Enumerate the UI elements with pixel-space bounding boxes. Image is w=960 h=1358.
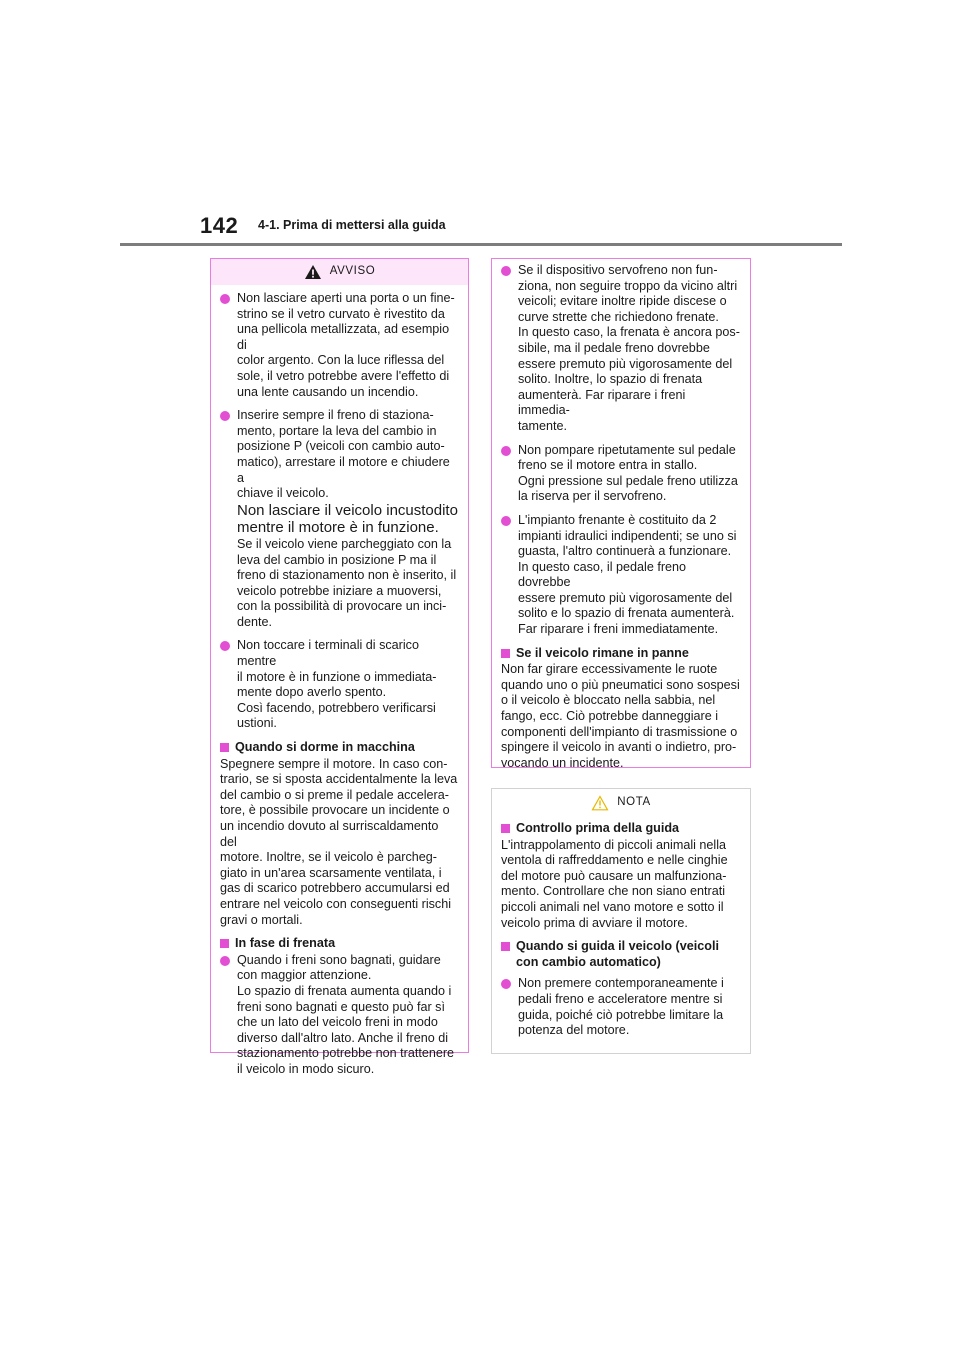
subheading-automatic (501, 939, 740, 970)
list-item-text: Non pompare ripetutamente sul pedale freno se il motore entra in stallo. Ogni pressione sul pedale freno utilizza la riserva per il servofreno. (518, 442, 738, 504)
paragraph-stuck: Non far girare eccessivamente le ruote quando uno o più pneumatici sono sospesi o il veicolo è bloccato nella sabbia, nel fango, ecc. Ciò potrebbe danneggiare i componenti dell'impianto di trasmissione o spingere il veicolo in avanti o indietro, pro- vocando un incidente. (501, 662, 740, 770)
list-item-text-before: Inserire sempre il freno di staziona- mento, portare la leva del cambio in posizione P (veicoli con cambio auto- matico), arrestare il motore e chiudere a chiave il veicolo. (237, 408, 450, 501)
bullet-icon (220, 411, 230, 421)
subheading-text: Quando si dorme in macchina (235, 740, 415, 755)
subheading-text: Controllo prima della guida (516, 821, 680, 835)
list-item (501, 443, 740, 505)
list-item-text (237, 408, 458, 630)
list-item (501, 976, 740, 1038)
caution-icon (591, 795, 609, 811)
subheading-check (501, 821, 740, 837)
bullet-icon (501, 266, 511, 276)
square-bullet-icon (220, 743, 229, 752)
subheading-text: Quando si guida il veicolo (veicoli con cambio automatico) (516, 939, 719, 969)
list-item (501, 263, 740, 435)
square-bullet-icon (220, 939, 229, 948)
list-item (220, 291, 458, 400)
list-item-text: Non lasciare aperti una porta o un fine- strino se il vetro curvato è rivestito da una pellicola metallizzata, ad esempio di color argento. Con la luce riflessa del sole, il vetro potrebbe avere l'effetto di una lente causando un incendio. (237, 291, 455, 399)
list-item-text-after: Se il veicolo viene parcheggiato con la leva del cambio in posizione P ma il freno di stazionamento non è inserito, il veicolo potrebbe iniziare a muoversi, con la possibilità di provocare un inci- dente. (237, 536, 457, 629)
square-bullet-icon (501, 649, 510, 658)
emphasis-text: Non lasciare il veicolo incustodito mentre il motore è in funzione. (237, 501, 458, 537)
list-item (220, 953, 458, 1078)
nota-body (492, 817, 750, 1055)
bullet-icon (501, 516, 511, 526)
header-rule (120, 243, 842, 246)
subheading-braking (220, 936, 458, 952)
bullet-icon (501, 979, 511, 989)
section-title: 4-1. Prima di mettersi alla guida (258, 218, 446, 232)
list-item (501, 513, 740, 638)
list-item-text: Se il dispositivo servofreno non fun- ziona, non seguire troppo da vicino altri veicoli; evitare inoltre ripide discese o curve strette che richiedono frenate. In questo caso, la frenata è ancora pos- sibile, ma il pedale freno dovrebbe essere premuto più vigorosamente del solito. Inoltre, lo spazio di frenata aumenterà. Far riparare i freni immedia- tamente. (518, 263, 740, 433)
subheading-text: Se il veicolo rimane in panne (516, 645, 689, 660)
list-item-text: L'impianto frenante è costituito da 2 impianti idraulici indipendenti; se uno si guasta, l'altro continuerà a funzionare. In questo caso, il pedale freno dovrebbe essere premuto più vigorosamente del solito e lo spazio di frenata aumenterà. Far riparare i freni immediatamente. (518, 512, 737, 637)
nota-box (491, 788, 751, 1054)
avviso-box-header (211, 259, 468, 285)
list-item-text: Non premere contemporaneamente i pedali freno e acceleratore mentre si guida, poiché ciò potrebbe limitare la potenza del motore. (518, 976, 724, 1038)
bullet-icon (220, 956, 230, 966)
square-bullet-icon (501, 824, 510, 833)
list-item-text: Quando i freni sono bagnati, guidare con maggior attenzione. Lo spazio di frenata aumenta quando i freni sono bagnati e questo può far sì che un lato del veicolo freni in modo diverso dall'altro lato. Anche il freno di stazionamento potrebbe non trattenere il veicolo in modo sicuro. (237, 952, 455, 1076)
paragraph-sleep: Spegnere sempre il motore. In caso con- trario, se si sposta accidentalmente la leva del cambio o si preme il pedale accelera- tore, è possibile provocare un incidente o un incendio dovuto al surriscaldamento del motore. Inoltre, se il veicolo è parcheg- giato in un'area scarsamente ventilata, i gas di scarico potrebbero accumularsi ed entrare nel veicolo con conseguenti rischi gravi o mortali. (220, 756, 458, 927)
subheading-stuck (501, 646, 740, 662)
subheading-text: In fase di frenata (235, 936, 336, 951)
page-number: 142 (200, 213, 239, 238)
avviso-continued-body (492, 259, 750, 787)
avviso-continued-box (491, 258, 751, 768)
warning-icon (304, 264, 322, 280)
list-item (220, 638, 458, 732)
bullet-icon (501, 446, 511, 456)
subheading-sleep (220, 740, 458, 756)
list-item-text: Non toccare i terminali di scarico mentre il motore è in funzione o immediata- mente dopo averlo spento. Così facendo, potrebbero verificarsi ustioni. (237, 638, 437, 731)
paragraph-check: L'intrappolamento di piccoli animali nella ventola di raffreddamento e nelle cinghie del motore può causare un malfunziona- mento. Controllare che non siano entrati piccoli animali nel vano motore e sotto il veicolo prima di avviare il motore. (501, 837, 728, 930)
bullet-icon (220, 294, 230, 304)
list-item (220, 408, 458, 630)
nota-title: NOTA (617, 796, 651, 809)
avviso-title: AVVISO (329, 265, 376, 278)
nota-box-header (492, 789, 750, 817)
avviso-body (211, 285, 468, 1094)
bullet-icon (220, 641, 230, 651)
square-bullet-icon (501, 942, 510, 951)
avviso-box (210, 258, 469, 1076)
